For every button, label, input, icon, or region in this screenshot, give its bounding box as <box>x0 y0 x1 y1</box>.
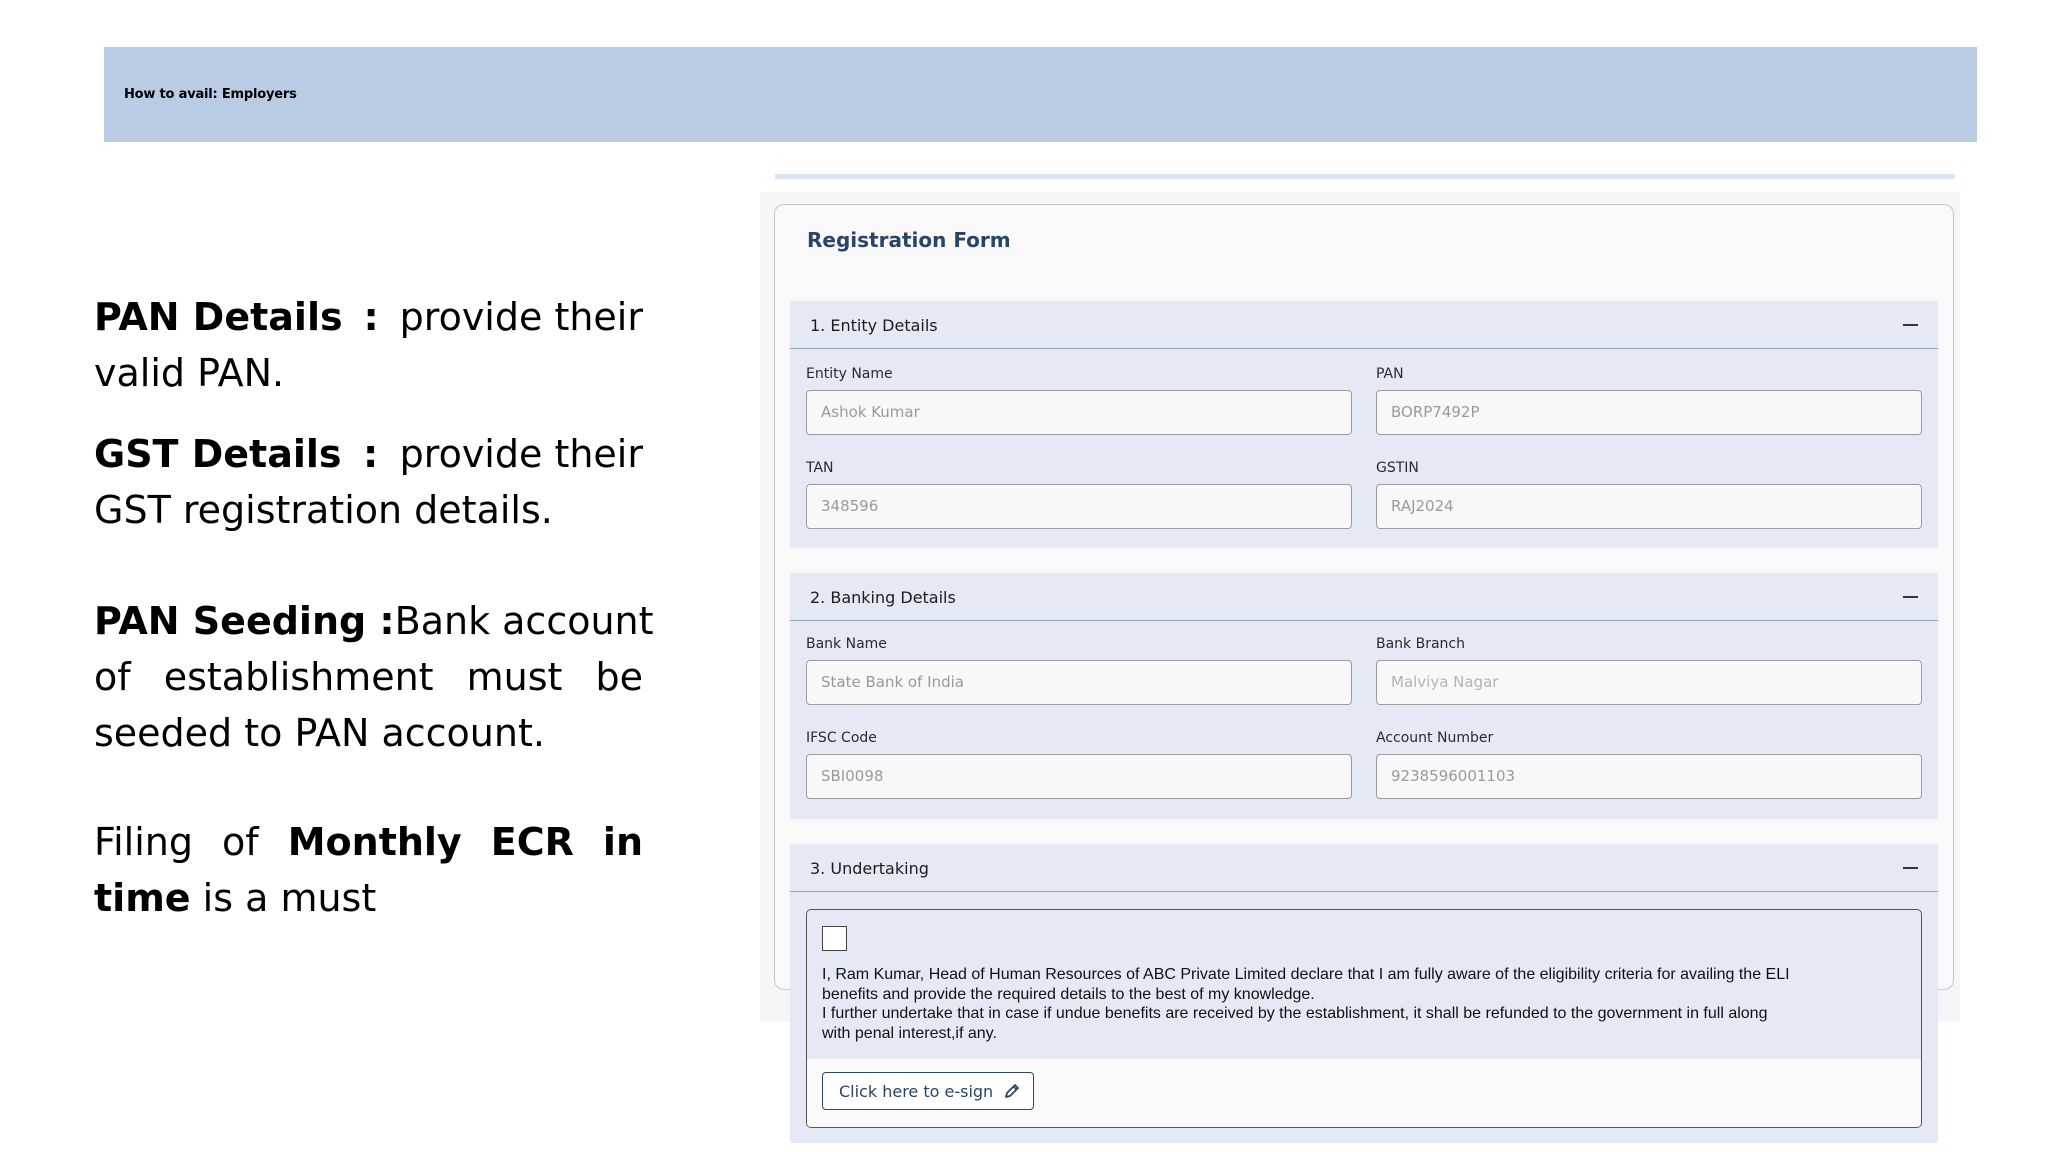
section-title: 2. Banking Details <box>810 588 956 607</box>
pan-seeding-heading: PAN Seeding : <box>94 599 395 643</box>
bank-name-label: Bank Name <box>806 636 887 652</box>
section-header[interactable] <box>790 301 1938 349</box>
esign-button-label: Click here to e-sign <box>839 1081 994 1101</box>
pan-label: PAN <box>1376 366 1404 382</box>
pan-seeding-text <box>94 593 654 761</box>
banking-details-section <box>790 573 1938 819</box>
pan-seeding-desc-line3: seeded to PAN account. <box>94 711 545 755</box>
account-number-label: Account Number <box>1376 730 1494 746</box>
gstin-label: GSTIN <box>1376 460 1419 476</box>
account-number-input[interactable]: 9238596001103 <box>1376 754 1922 799</box>
tan-input[interactable]: 348596 <box>806 484 1352 529</box>
bank-name-input[interactable]: State Bank of India <box>806 660 1352 705</box>
declaration-line: I, Ram Kumar, Head of Human Resources of ABC Private Limited declare that I am fully aware of the eligibility criteria for availing the ELI <box>822 966 1790 983</box>
declaration-text <box>822 965 1907 1043</box>
esign-area <box>807 1059 1921 1128</box>
gst-details-desc: provide their <box>399 432 643 476</box>
pan-details-desc: provide their <box>399 295 643 339</box>
pan-details-text <box>94 289 643 401</box>
ecr-word: of <box>222 820 259 864</box>
section-title: 3. Undertaking <box>810 859 929 878</box>
pan-seeding-word: establishment <box>163 655 434 699</box>
pan-details-heading: PAN Details <box>94 295 343 339</box>
ecr-word: Filing <box>94 820 193 864</box>
bank-branch-label: Bank Branch <box>1376 636 1465 652</box>
declaration-line: I further undertake that in case if undue benefits are received by the establishment, it shall be refunded to the government in full along <box>822 1005 1768 1022</box>
bank-branch-input[interactable]: Malviya Nagar <box>1376 660 1922 705</box>
undertaking-checkbox[interactable] <box>822 926 847 951</box>
gst-details-colon: : <box>362 432 379 476</box>
declaration-line: with penal interest,if any. <box>822 1024 997 1042</box>
tan-label: TAN <box>806 460 834 476</box>
section-header[interactable] <box>790 844 1938 892</box>
form-title: Registration Form <box>807 228 1011 252</box>
section-title: 1. Entity Details <box>810 316 938 335</box>
pan-seeding-desc: Bank account <box>394 599 654 643</box>
ecr-bold-word: time <box>94 876 191 920</box>
page-title: How to avail: Employers <box>124 87 297 102</box>
pan-seeding-word: of <box>94 655 131 699</box>
section-header[interactable] <box>790 573 1938 621</box>
declaration-line: benefits and provide the required details to the best of my knowledge. <box>822 985 1315 1003</box>
entity-name-label: Entity Name <box>806 366 893 382</box>
entity-name-input[interactable]: Ashok Kumar <box>806 390 1352 435</box>
gst-details-desc-line2: GST registration details. <box>94 488 553 532</box>
undertaking-box <box>806 909 1922 1128</box>
ecr-bold-word: Monthly <box>287 820 462 864</box>
pan-seeding-word: be <box>595 655 643 699</box>
gst-details-heading: GST Details <box>94 432 342 476</box>
ecr-text <box>94 814 643 926</box>
entity-details-section <box>790 301 1938 548</box>
form-top-divider <box>775 174 1955 179</box>
undertaking-section <box>790 844 1938 1143</box>
gstin-input[interactable]: RAJ2024 <box>1376 484 1922 529</box>
ifsc-code-label: IFSC Code <box>806 730 877 746</box>
gst-details-text <box>94 426 643 538</box>
pencil-icon <box>1003 1082 1021 1100</box>
minus-icon[interactable] <box>1903 867 1918 869</box>
pan-seeding-word: must <box>466 655 563 699</box>
minus-icon[interactable] <box>1903 596 1918 598</box>
pan-details-desc-line2: valid PAN. <box>94 351 285 395</box>
esign-button[interactable] <box>822 1072 1034 1110</box>
pan-input[interactable]: BORP7492P <box>1376 390 1922 435</box>
ifsc-code-input[interactable]: SBI0098 <box>806 754 1352 799</box>
ecr-bold-word: in <box>602 820 643 864</box>
ecr-rest: is a must <box>190 876 377 920</box>
minus-icon[interactable] <box>1903 324 1918 326</box>
ecr-bold-word: ECR <box>490 820 574 864</box>
header-bar <box>104 47 1977 142</box>
pan-details-colon: : <box>363 295 379 339</box>
